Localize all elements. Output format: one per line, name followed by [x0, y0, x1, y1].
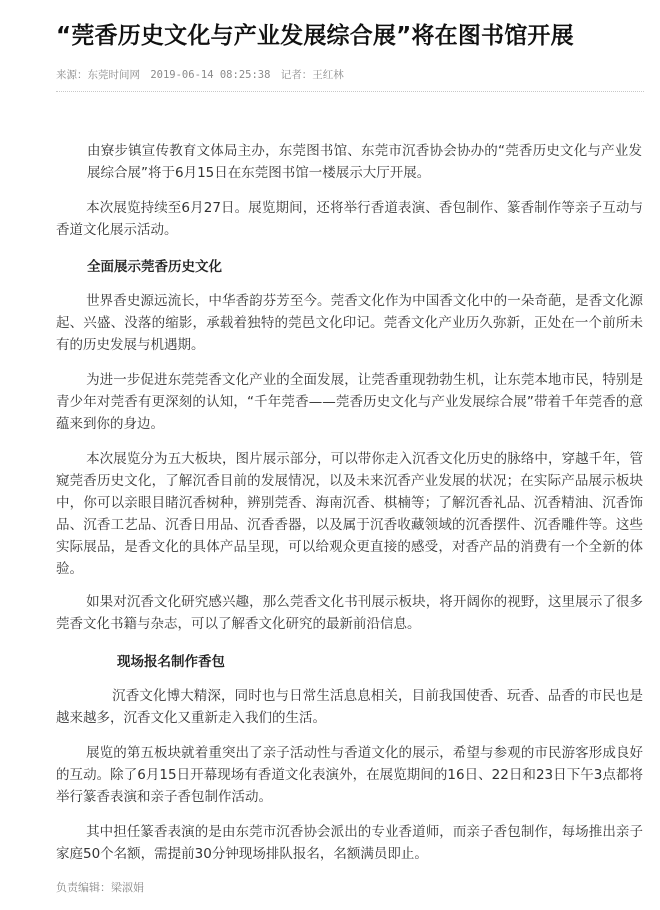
paragraph-6: 如果对沉香文化研究感兴趣，那么莞香文化书刊展示板块，将开阔你的视野，这里展示了很多莞香文化书籍与杂志，可以了解香文化研究的最新前沿信息。	[56, 594, 643, 632]
paragraph-4: 为进一步促进东莞莞香文化产业的全面发展，让莞香重现勃勃生机，让东莞本地市民，特别是青少年对莞香有更深刻的认知，“千年莞香——莞香历史文化与产业发展综合展”带着千年莞香的意蕴来到你的身边。	[56, 372, 643, 432]
paragraph-2: 本次展览持续至6月27日。展览期间，还将举行香道表演、香包制作、篆香制作等亲子互动与香道文化展示活动。	[56, 200, 643, 238]
paragraph-5: 本次展览分为五大板块，图片展示部分，可以带你走入沉香文化历史的脉络中，穿越千年，管窥莞香历史文化，了解沉香目前的发展情况，以及未来沉香产业发展的状况；在实际产品展示板块中，你可以亲眼目睹沉香树种，辨别莞香、海南沉香、棋楠等；了解沉香礼品、沉香精油、沉香饰品、沉香工艺品、沉香日用品、沉香香器，以及属于沉香收藏领域的沉香摆件、沉香雕件等。这些实际展品，是香文化的具体产品呈现，可以给观众更直接的感受，对香产品的消费有一个全新的体验。	[56, 451, 643, 577]
responsible-editor: 负责编辑：梁淑娟	[56, 881, 144, 894]
paragraph-1: 由寮步镇宣传教育文体局主办，东莞图书馆、东莞市沉香协会协办的“莞香历史文化与产业发展综合展”将于6月15日在东莞图书馆一楼展示大厅开展。	[87, 143, 642, 181]
paragraph-3: 世界香史源远流长，中华香韵芬芳至今。莞香文化作为中国香文化中的一朵奇葩，是香文化源起、兴盛、没落的缩影，承载着独特的莞邑文化印记。莞香文化产业历久弥新，正处在一个前所未有的历史发展与机遇期。	[56, 293, 643, 353]
meta-divider	[56, 91, 644, 92]
section-heading-1: 全面展示莞香历史文化	[87, 259, 222, 275]
article-meta	[56, 67, 348, 83]
section-heading-2: 现场报名制作香包	[117, 654, 225, 670]
paragraph-9: 其中担任篆香表演的是由东莞市沉香协会派出的专业香道师，而亲子香包制作，每场推出亲子家庭50个名额，需提前30分钟现场排队报名，名额满员即止。	[56, 824, 643, 862]
publish-datetime: 2019-06-14 08:25:38	[150, 69, 271, 81]
paragraph-8: 展览的第五板块就着重突出了亲子活动性与香道文化的展示，希望与参观的市民游客形成良好的互动。除了6月15日开幕现场有香道文化表演外，在展览期间的16日、22日和23日下午3点都将举行篆香表演和亲子香包制作活动。	[56, 745, 643, 805]
author-label: 记者：王红林	[280, 69, 344, 81]
article-title: “莞香历史文化与产业发展综合展”将在图书馆开展	[56, 23, 574, 49]
source-label: 来源：东莞时间网	[56, 69, 140, 81]
paragraph-7: 沉香文化博大精深，同时也与日常生活息息相关，目前我国使香、玩香、品香的市民也是越来越多，沉香文化又重新走入我们的生活。	[56, 688, 643, 726]
